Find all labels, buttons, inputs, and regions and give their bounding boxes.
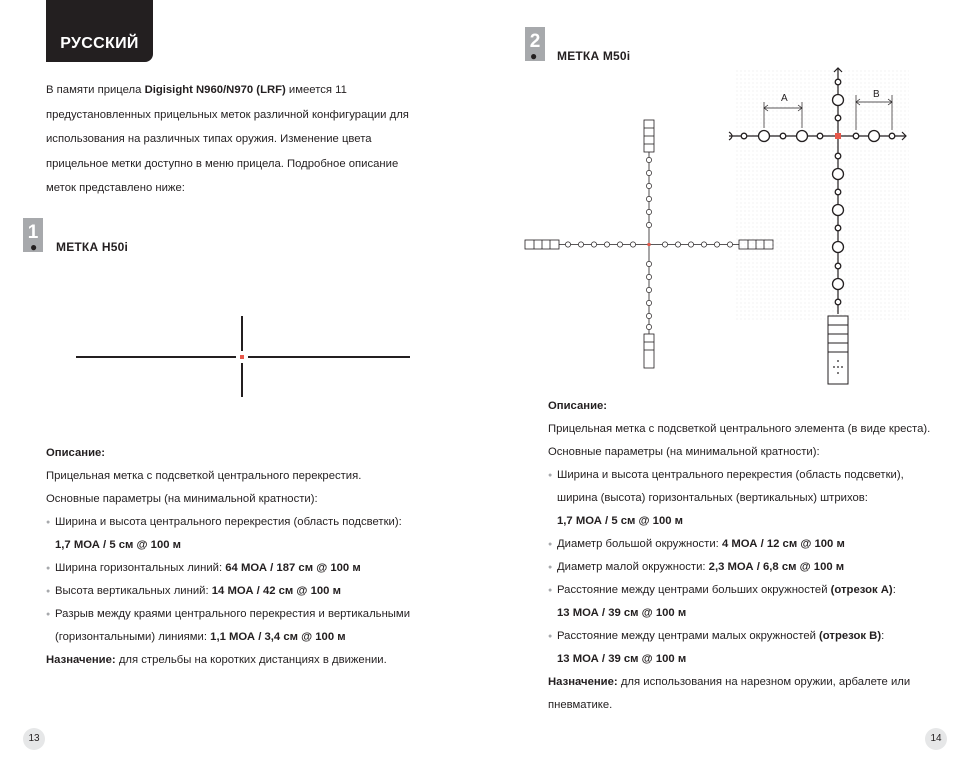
list-item: ● Диаметр большой окружности: 4 МОА / 12 см @ 100 м: [548, 533, 948, 556]
list-item-value: 1,7 МОА / 5 см @ 100 м: [557, 515, 684, 527]
bullet-dot-icon: ●: [30, 240, 38, 254]
list-item-value: 13 МОА / 39 см @ 100 м: [557, 607, 687, 619]
list-item: ● Ширина и высота центрального перекрестия (область подсветки),: [548, 464, 948, 487]
intro-line: прицельное метки доступно в меню прицела. Подробное описание: [46, 157, 399, 170]
bullet-dot-icon: ●: [530, 49, 538, 63]
list-item: ● Высота вертикальных линий: 14 МОА / 42 см @ 100 м: [46, 580, 456, 603]
intro-line: меток представлено ниже:: [46, 182, 185, 194]
list-item-continued: (горизонтальными) линиями: 1,1 МОА / 3,4 см @ 100 м: [55, 631, 346, 643]
list-item: ● Разрыв между краями центрального перекрестия и вертикальными: [46, 603, 456, 626]
list-item: ● Диаметр малой окружности: 2,3 МОА / 6,8 см @ 100 м: [548, 556, 948, 579]
intro-line: предустановленных прицельных меток различной конфигурации для: [46, 108, 409, 121]
page-number: 14: [925, 728, 947, 750]
reticle-h50i-diagram: [70, 310, 415, 405]
list-item: ● Расстояние между центрами больших окружностей (отрезок А):: [548, 579, 948, 602]
description-block: [46, 442, 456, 672]
list-item-value: 1,7 МОА / 5 см @ 100 м: [55, 539, 182, 551]
section-title: МЕТКА M50i: [557, 49, 631, 63]
description-text: Прицельная метка с подсветкой центрального перекрестия.: [46, 470, 362, 482]
dimension-label-b: B: [873, 89, 880, 100]
description-heading: Описание:: [548, 400, 608, 412]
description-heading: Описание:: [46, 447, 106, 459]
purpose-line: Назначение: для использования на нарезном оружии, арбалете или: [548, 676, 911, 688]
description-text: Основные параметры (на минимальной кратности):: [548, 446, 820, 458]
reticle-m50i-detail-diagram: [724, 62, 914, 387]
intro-paragraph: [46, 78, 446, 201]
list-item: ● Ширина горизонтальных линий: 64 МОА / 187 см @ 100 м: [46, 557, 456, 580]
dimension-label-a: A: [781, 93, 788, 104]
language-tab: РУССКИЙ: [46, 0, 153, 62]
intro-line: использования на различных типах оружия. Изменение цвета: [46, 133, 372, 145]
description-text: Основные параметры (на минимальной кратности):: [46, 493, 318, 505]
list-item-continued: ширина (высота) горизонтальных (вертикальных) штрихов:: [557, 492, 868, 504]
page-number: 13: [23, 728, 45, 750]
description-text: Прицельная метка с подсветкой центрального элемента (в виде креста).: [548, 423, 931, 435]
description-block: [548, 395, 948, 717]
intro-line: В памяти прицела Digisight N960/N970 (LRF) имеется 11: [46, 84, 347, 96]
section-title: МЕТКА H50i: [56, 240, 129, 254]
purpose-line: Назначение: для стрельбы на коротких дистанциях в движении.: [46, 654, 387, 666]
section-number-badge: 2: [525, 27, 545, 61]
list-item-value: 13 МОА / 39 см @ 100 м: [557, 653, 687, 665]
purpose-line-continued: пневматике.: [548, 699, 613, 711]
list-item: ● Расстояние между центрами малых окружностей (отрезок В):: [548, 625, 948, 648]
section-number-badge: 1: [23, 218, 43, 252]
list-item: ● Ширина и высота центрального перекрестия (область подсветки):: [46, 511, 456, 534]
